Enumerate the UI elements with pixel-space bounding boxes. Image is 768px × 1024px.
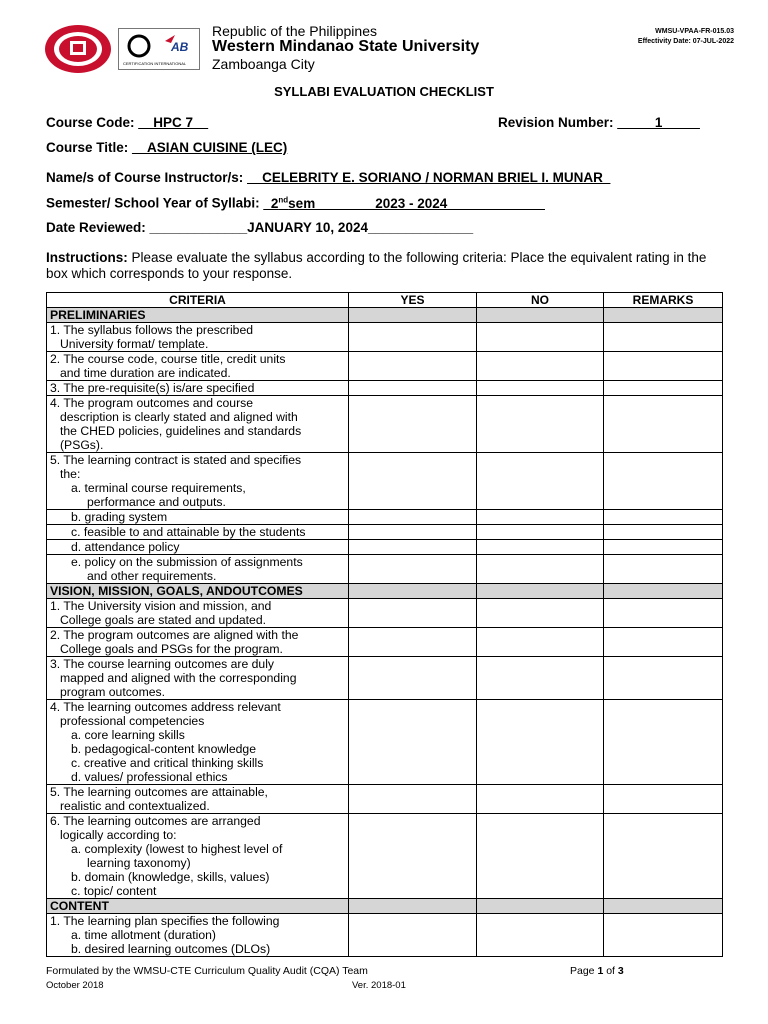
criteria-row xyxy=(47,510,723,525)
rating-cell-yes[interactable] xyxy=(349,555,477,584)
course-code-label: Course Code: xyxy=(46,115,135,130)
header-no: NO xyxy=(477,293,604,308)
criteria-text: 1. The learning plan specifies the following a. time allotment (duration) b. desired learning outcomes (DLOs) xyxy=(47,914,349,957)
criteria-text: 4. The learning outcomes address relevant professional competencies a. core learning skills b. pedagogical-content knowledge c. creative and critical thinking skills d. values/ professional ethics xyxy=(47,700,349,785)
criteria-row xyxy=(47,628,723,657)
course-title-value: __ASIAN CUISINE (LEC) xyxy=(132,140,288,155)
university-seal-logo xyxy=(43,24,113,74)
section-row xyxy=(47,584,723,599)
rating-cell-no[interactable] xyxy=(477,555,604,584)
university-name: Western Mindanao State University xyxy=(212,38,480,55)
criteria-row xyxy=(47,323,723,352)
rating-cell-no[interactable] xyxy=(477,814,604,899)
criteria-row xyxy=(47,381,723,396)
rating-cell-yes[interactable] xyxy=(349,323,477,352)
rating-cell-remarks[interactable] xyxy=(604,381,723,396)
criteria-row xyxy=(47,814,723,899)
rating-cell-remarks[interactable] xyxy=(604,525,723,540)
criteria-text: 5. The learning outcomes are attainable, realistic and contextualized. xyxy=(47,785,349,814)
rating-cell-yes[interactable] xyxy=(349,381,477,396)
rating-cell-no[interactable] xyxy=(477,599,604,628)
logo2-text: AB xyxy=(171,40,189,54)
criteria-text: 5. The learning contract is stated and specifies the: a. terminal course requirements, performance and outputs. xyxy=(47,453,349,510)
criteria-text: b. grading system xyxy=(47,510,349,525)
criteria-text: 2. The program outcomes are aligned with the College goals and PSGs for the program. xyxy=(47,628,349,657)
rating-cell-yes[interactable] xyxy=(349,657,477,700)
rating-cell-remarks[interactable] xyxy=(604,657,723,700)
criteria-text: 1. The syllabus follows the prescribed University format/ template. xyxy=(47,323,349,352)
rating-cell-no[interactable] xyxy=(477,628,604,657)
table-header-row xyxy=(47,293,723,308)
page-number: Page 1 of 3 xyxy=(570,965,624,977)
rating-cell-remarks[interactable] xyxy=(604,396,723,453)
logo1-text: CERTIFICATION INTERNATIONAL xyxy=(123,61,187,66)
rating-cell-yes[interactable] xyxy=(349,814,477,899)
criteria-text: 1. The University vision and mission, and College goals are stated and updated. xyxy=(47,599,349,628)
rating-cell-remarks[interactable] xyxy=(604,814,723,899)
rating-cell-no xyxy=(477,584,604,599)
rating-cell-remarks[interactable] xyxy=(604,555,723,584)
footer-version: Ver. 2018-01 xyxy=(352,980,406,991)
criteria-row xyxy=(47,396,723,453)
criteria-text: 3. The course learning outcomes are duly mapped and aligned with the corresponding program outcomes. xyxy=(47,657,349,700)
republic-text: Republic of the Philippines xyxy=(212,23,377,39)
rating-cell-no[interactable] xyxy=(477,525,604,540)
section-row xyxy=(47,308,723,323)
instructions-text: Please evaluate the syllabus according to the following criteria: Place the equivalent rating in the box which corresponds to your response. xyxy=(46,250,707,281)
rating-cell-remarks[interactable] xyxy=(604,323,723,352)
criteria-row xyxy=(47,525,723,540)
rating-cell-no[interactable] xyxy=(477,396,604,453)
criteria-text: e. policy on the submission of assignments and other requirements. xyxy=(47,555,349,584)
criteria-text: c. feasible to and attainable by the students xyxy=(47,525,349,540)
course-title-label: Course Title: xyxy=(46,140,129,155)
rating-cell-yes[interactable] xyxy=(349,510,477,525)
semester-field xyxy=(46,195,545,211)
rating-cell-yes[interactable] xyxy=(349,599,477,628)
criteria-row xyxy=(47,657,723,700)
rating-cell-no[interactable] xyxy=(477,700,604,785)
criteria-row xyxy=(47,785,723,814)
semester-value: _2ndsem________2023 - 2024_____________ xyxy=(263,195,545,211)
criteria-text: 6. The learning outcomes are arranged logically according to: a. complexity (lowest to highest level of learning taxonomy) b. domain (knowledge, skills, values) c. topic/ content xyxy=(47,814,349,899)
footer-date: October 2018 xyxy=(46,980,104,991)
revision-value: _____1_____ xyxy=(617,115,700,130)
rating-cell-yes xyxy=(349,308,477,323)
revision-label: Revision Number: xyxy=(498,115,614,130)
rating-cell-remarks[interactable] xyxy=(604,914,723,957)
date-reviewed-field xyxy=(46,220,473,235)
form-code xyxy=(638,27,734,47)
rating-cell-yes[interactable] xyxy=(349,700,477,785)
section-title: PRELIMINARIES xyxy=(47,308,349,323)
criteria-row xyxy=(47,599,723,628)
rating-cell-no[interactable] xyxy=(477,352,604,381)
criteria-row xyxy=(47,352,723,381)
semester-label: Semester/ School Year of Syllabi: xyxy=(46,195,260,211)
revision-field xyxy=(498,115,700,130)
rating-cell-remarks[interactable] xyxy=(604,510,723,525)
rating-cell-remarks xyxy=(604,899,723,914)
date-reviewed-value: : _____________JANUARY 10, 2024______________ xyxy=(141,220,474,235)
rating-cell-remarks[interactable] xyxy=(604,453,723,510)
criteria-text: d. attendance policy xyxy=(47,540,349,555)
course-title-field xyxy=(46,140,287,155)
certification-logos xyxy=(118,28,200,70)
rating-cell-yes xyxy=(349,584,477,599)
date-reviewed-label: Date Reviewed xyxy=(46,220,142,235)
rating-cell-remarks[interactable] xyxy=(604,599,723,628)
criteria-text: 2. The course code, course title, credit units and time duration are indicated. xyxy=(47,352,349,381)
rating-cell-no[interactable] xyxy=(477,381,604,396)
instructor-value: __CELEBRITY E. SORIANO / NORMAN BRIEL I. MUNAR_ xyxy=(247,170,611,185)
rating-cell-no[interactable] xyxy=(477,540,604,555)
criteria-text: 3. The pre-requisite(s) is/are specified xyxy=(47,381,349,396)
rating-cell-yes[interactable] xyxy=(349,453,477,510)
rating-cell-yes[interactable] xyxy=(349,628,477,657)
rating-cell-yes[interactable] xyxy=(349,352,477,381)
form-code-number: WMSU-VPAA-FR-015.03 xyxy=(655,28,734,35)
criteria-row xyxy=(47,700,723,785)
criteria-text: 4. The program outcomes and course description is clearly stated and aligned with the CHED policies, guidelines and standards (PSGs). xyxy=(47,396,349,453)
rating-cell-remarks[interactable] xyxy=(604,540,723,555)
header-yes: YES xyxy=(349,293,477,308)
criteria-row xyxy=(47,555,723,584)
instructions-label: Instructions: xyxy=(46,250,128,265)
rating-cell-remarks[interactable] xyxy=(604,628,723,657)
rating-cell-yes[interactable] xyxy=(349,914,477,957)
header-criteria: CRITERIA xyxy=(47,293,349,308)
rating-cell-remarks[interactable] xyxy=(604,352,723,381)
footer-formulated: Formulated by the WMSU-CTE Curriculum Quality Audit (CQA) Team xyxy=(46,965,368,977)
section-title: VISION, MISSION, GOALS, ANDOUTCOMES xyxy=(47,584,349,599)
rating-cell-no[interactable] xyxy=(477,510,604,525)
rating-cell-no xyxy=(477,308,604,323)
rating-cell-no[interactable] xyxy=(477,914,604,957)
rating-cell-remarks xyxy=(604,308,723,323)
rating-cell-yes[interactable] xyxy=(349,785,477,814)
criteria-row xyxy=(47,914,723,957)
instructor-label: Name/s of Course Instructor/s: xyxy=(46,170,244,185)
rating-cell-yes[interactable] xyxy=(349,396,477,453)
rating-cell-no[interactable] xyxy=(477,323,604,352)
section-row xyxy=(47,899,723,914)
instructions xyxy=(46,250,722,282)
rating-cell-yes[interactable] xyxy=(349,540,477,555)
rating-cell-no[interactable] xyxy=(477,785,604,814)
effectivity-date: Effectivity Date: 07-JUL-2022 xyxy=(637,38,734,45)
city-text: Zamboanga City xyxy=(212,56,315,72)
rating-cell-remarks xyxy=(604,584,723,599)
rating-cell-yes[interactable] xyxy=(349,525,477,540)
criteria-row xyxy=(47,453,723,510)
course-code-field xyxy=(46,115,208,130)
rating-cell-no[interactable] xyxy=(477,657,604,700)
criteria-table xyxy=(46,292,723,957)
rating-cell-remarks[interactable] xyxy=(604,785,723,814)
rating-cell-remarks[interactable] xyxy=(604,700,723,785)
course-code-value: __HPC 7__ xyxy=(138,115,209,130)
criteria-row xyxy=(47,540,723,555)
section-title: CONTENT xyxy=(47,899,349,914)
rating-cell-no xyxy=(477,899,604,914)
page-title: SYLLABI EVALUATION CHECKLIST xyxy=(274,84,494,99)
instructor-field xyxy=(46,170,610,185)
rating-cell-yes xyxy=(349,899,477,914)
rating-cell-no[interactable] xyxy=(477,453,604,510)
header-remarks: REMARKS xyxy=(604,293,723,308)
